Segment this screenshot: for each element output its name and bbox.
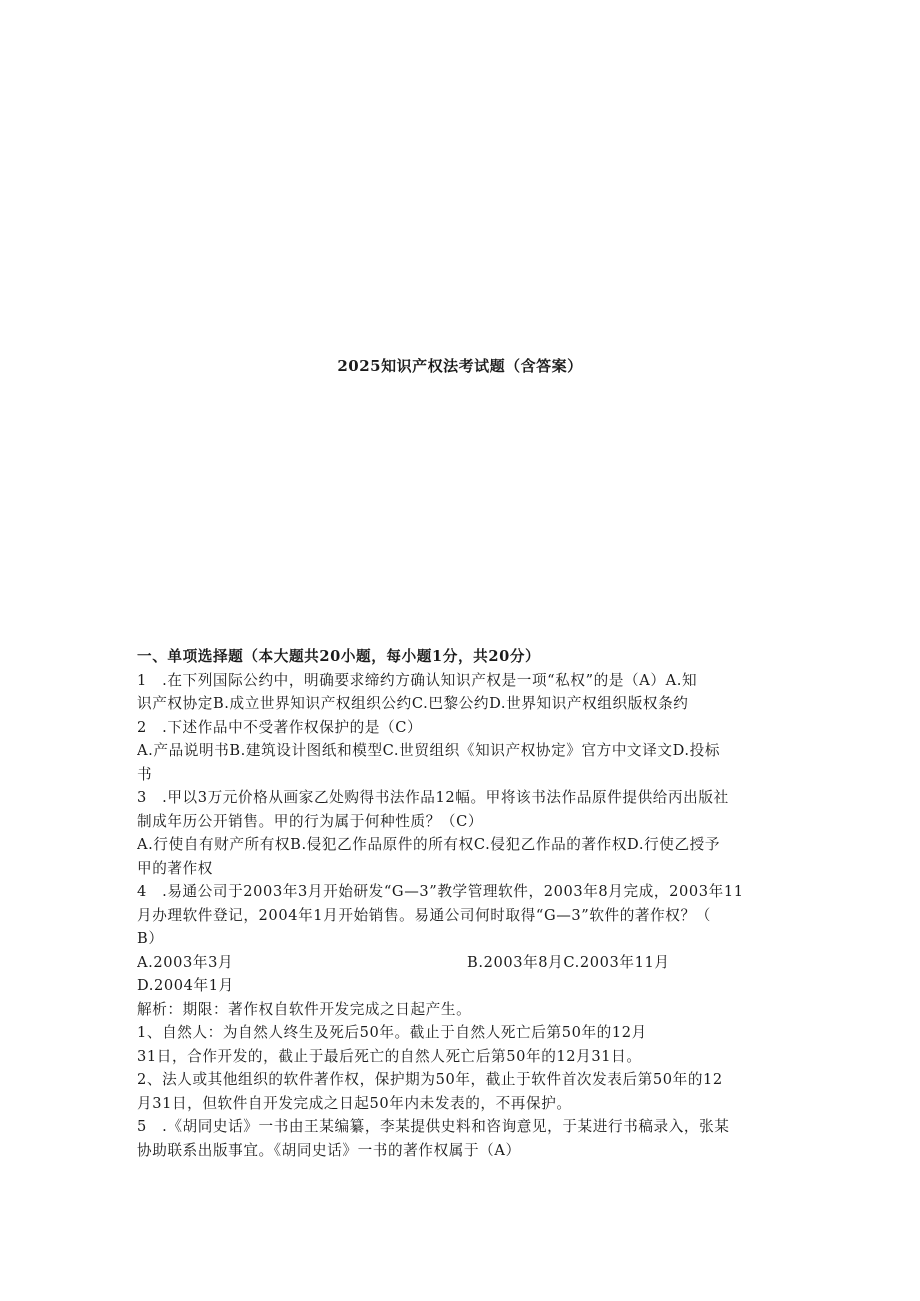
analysis-point-1-line-1: 1、自然人：为自然人终生及死后50年。截止于自然人死亡后第50年的12月 <box>137 1024 647 1041</box>
question-4-line-2: 月办理软件登记，2004年1月开始销售。易通公司何时取得“G—3”软件的著作权？（ <box>137 906 711 924</box>
question-4-option-d: D.2004年1月 <box>137 977 234 994</box>
document-body <box>137 645 787 1162</box>
question-4-options-b-c: B.2003年8月C.2003年11月 <box>467 953 670 971</box>
question-5-line-2: 协助联系出版事宜。《胡同史话》一书的著作权属于（A） <box>137 1141 521 1159</box>
section-heading: 一、单项选择题（本大题共20小题，每小题1分，共20分） <box>137 648 541 665</box>
question-4-line-3: B） <box>137 930 164 947</box>
question-4-option-a: A.2003年3月 <box>137 953 234 971</box>
question-3-options-line-1: A.行使自有财产所有权B.侵犯乙作品原件的所有权C.侵犯乙作品的著作权D.行使乙授予 <box>137 836 721 853</box>
question-3-options-line-2: 甲的著作权 <box>137 859 213 877</box>
question-4-options-row <box>137 951 787 975</box>
analysis-point-1-line-2: 31日，合作开发的，截止于最后死亡的自然人死亡后第50年的12月31日。 <box>137 1047 642 1065</box>
question-3-line-1: 3 .甲以3万元价格从画家乙处购得书法作品12幅。甲将该书法作品原件提供给丙出版社 <box>137 789 729 806</box>
question-1-line-1: 1 .在下列国际公约中，明确要求缔约方确认知识产权是一项“私权”的是（A）A.知 <box>137 671 698 689</box>
question-5-line-1: 5 .《胡同史话》一书由王某编纂，李某提供史料和咨询意见，于某进行书稿录入，张某 <box>137 1118 730 1135</box>
question-2-options-line-1: A.产品说明书B.建筑设计图纸和模型C.世贸组织《知识产权协定》官方中文译文D.投标 <box>137 742 721 759</box>
question-1-line-2: 识产权协定B.成立世界知识产权组织公约C.巴黎公约D.世界知识产权组织版权条约 <box>137 695 689 712</box>
analysis-heading: 解析：期限：著作权自软件开发完成之日起产生。 <box>137 1000 472 1018</box>
question-2-line-1: 2 .下述作品中不受著作权保护的是（C） <box>137 718 423 736</box>
analysis-point-2-line-2: 月31日，但软件自开发完成之日起50年内未发表的，不再保护。 <box>137 1094 572 1112</box>
question-2-options-line-2: 书 <box>137 765 153 783</box>
analysis-point-2-line-1: 2、法人或其他组织的软件著作权，保护期为50年，截止于软件首次发表后第50年的12 <box>137 1071 723 1088</box>
document-title: 2025知识产权法考试题（含答案） <box>337 357 583 375</box>
question-3-line-2: 制成年历公开销售。甲的行为属于何种性质？（C） <box>137 812 484 830</box>
question-4-line-1: 4 .易通公司于2003年3月开始研发“G—3”教学管理软件，2003年8月完成，2003年11 <box>137 883 744 900</box>
